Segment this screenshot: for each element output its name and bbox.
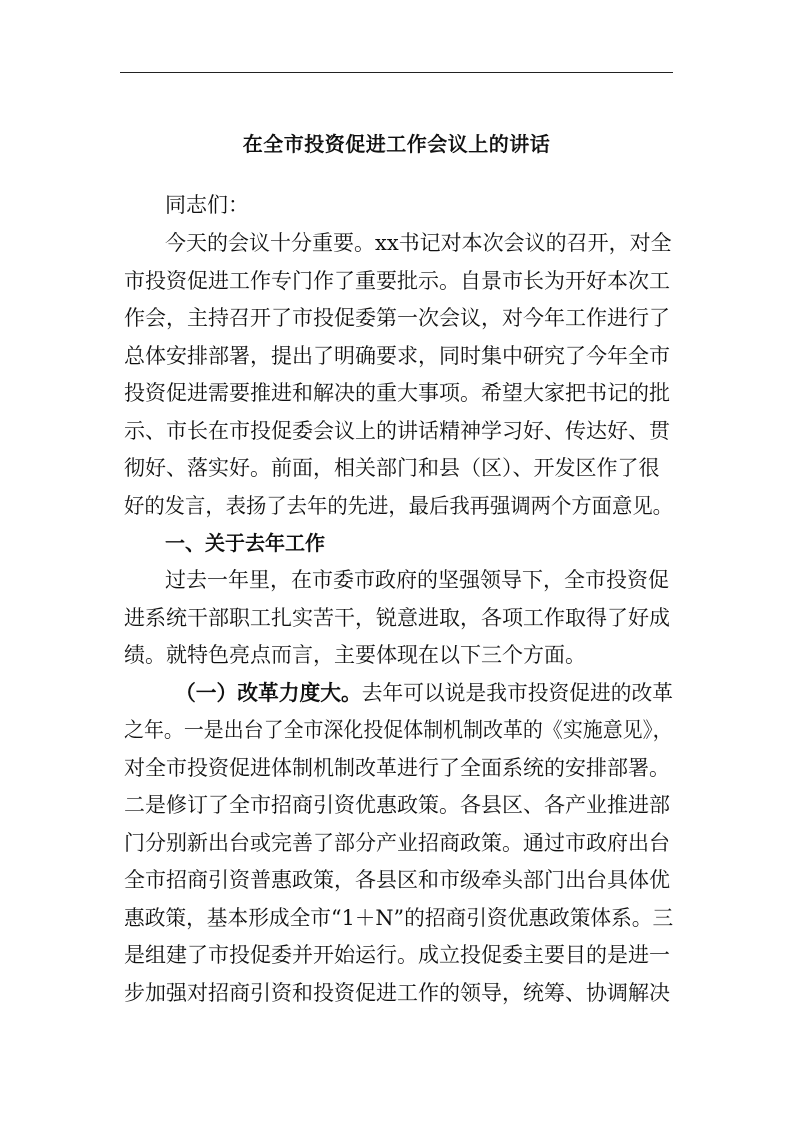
subsection1-heading: 改革力度大。 <box>237 680 362 705</box>
paragraph1-line-6: 示、市长在市投促委会议上的讲话精神学习好、传达好、贯 <box>124 419 670 443</box>
subsection1-line-8: 是组建了市投促委并开始运行。成立投促委主要目的是进一 <box>124 943 670 967</box>
paragraph1-line-5: 投资促进需要推进和解决的重大事项。希望大家把书记的批 <box>124 381 670 405</box>
subsection1-line-7: 惠政策，基本形成全市“1＋N”的招商引资优惠政策体系。三 <box>124 906 674 930</box>
paragraph2-line-3: 绩。就特色亮点而言，主要体现在以下三个方面。 <box>124 643 586 667</box>
subsection1-line-9: 步加强对招商引资和投资促进工作的领导，统筹、协调解决 <box>124 981 670 1005</box>
subsection1-line-4: 二是修订了全市招商引资优惠政策。各县区、各产业推进部 <box>124 793 670 817</box>
paragraph1-line-7: 彻好、落实好。前面，相关部门和县（区）、开发区作了很 <box>124 456 660 480</box>
subsection1-first-line <box>175 678 673 708</box>
subsection1-first-line-text: 去年可以说是我市投资促进的改革 <box>361 681 673 705</box>
paragraph1-line-1: 今天的会议十分重要。xx书记对本次会议的召开，对全 <box>165 231 672 255</box>
document-title: 在全市投资促进工作会议上的讲话 <box>242 132 551 156</box>
paragraph2-line-1: 过去一年里，在市委市政府的坚强领导下，全市投资促 <box>165 568 669 592</box>
salutation: 同志们： <box>165 193 249 217</box>
paragraph1-line-3: 作会，主持召开了市投促委第一次会议，对今年工作进行了 <box>124 306 670 330</box>
top-rule <box>120 72 673 73</box>
subsection1-label: （一） <box>175 680 238 705</box>
subsection1-line-2: 之年。一是出台了全市深化投促体制机制改革的《实施意见》， <box>124 718 673 742</box>
subsection1-line-5: 门分别新出台或完善了部分产业招商政策。通过市政府出台 <box>124 831 670 855</box>
paragraph1-line-2: 市投资促进工作专门作了重要批示。自景市长为开好本次工 <box>124 269 670 293</box>
paragraph1-line-4: 总体安排部署，提出了明确要求，同时集中研究了今年全市 <box>124 344 670 368</box>
paragraph2-line-2: 进系统干部职工扎实苦干，锐意进取，各项工作取得了好成 <box>124 606 670 630</box>
section1-heading: 一、关于去年工作 <box>165 531 325 555</box>
subsection1-line-6: 全市招商引资普惠政策，各县区和市级牵头部门出台具体优 <box>124 868 670 892</box>
paragraph1-line-8: 好的发言，表扬了去年的先进，最后我再强调两个方面意见。 <box>124 494 673 518</box>
subsection1-line-3: 对全市投资促进体制机制改革进行了全面系统的安排部署。 <box>124 756 670 780</box>
